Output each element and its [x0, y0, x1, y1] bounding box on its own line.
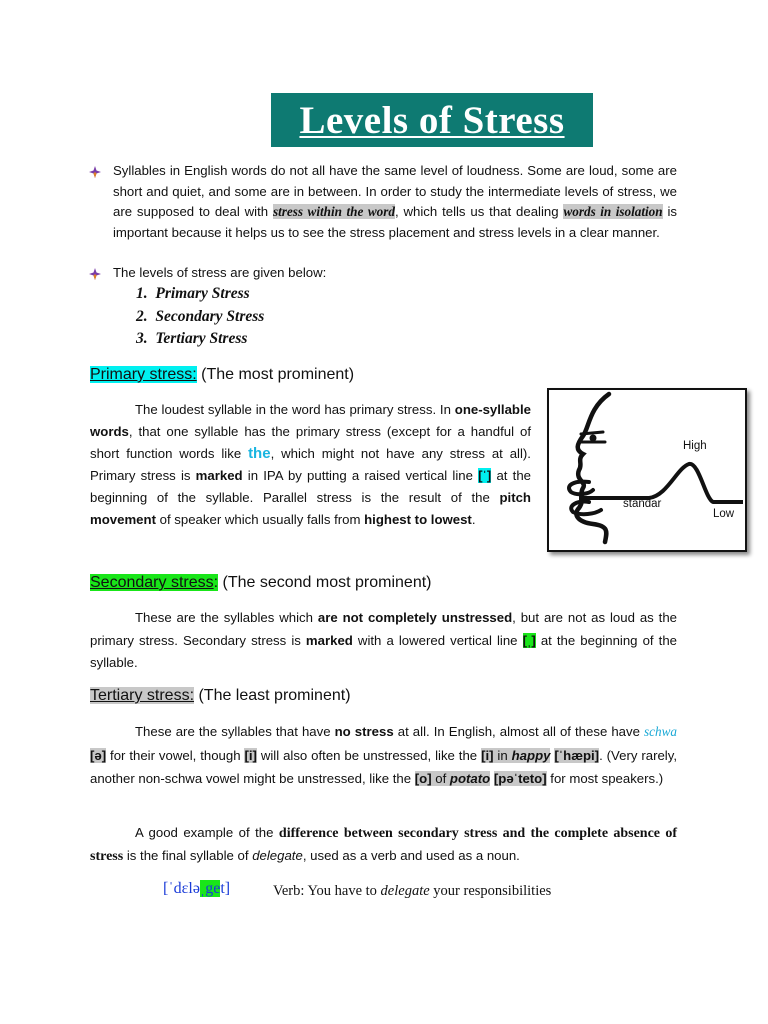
text: at the beginning of the syllable.	[90, 632, 677, 670]
primary-stress-heading	[90, 366, 354, 384]
text: . (Very rarely, another non-schwa vowel might be unstressed, like the	[90, 747, 678, 786]
bullet-icon	[89, 268, 101, 280]
secondary-stress-heading	[90, 574, 431, 592]
tertiary-stress-heading	[90, 687, 351, 705]
list-number: 3.	[136, 330, 148, 347]
potato-ipa: [pəˈteto]	[493, 771, 547, 786]
text: at all. In English, almost all of these have	[393, 724, 645, 739]
delegate-ipa	[163, 880, 230, 898]
levels-list	[136, 285, 264, 353]
pitch-movement-term: pitch movement	[90, 490, 531, 527]
the-word: the	[248, 445, 271, 462]
happy-ipa: [ˈhæpi]	[554, 747, 600, 763]
pitch-figure	[547, 388, 747, 552]
text: of speaker which usually falls from	[155, 512, 365, 527]
levels-intro: The levels of stress are given below:	[113, 265, 327, 280]
text: is the final syllable of	[123, 847, 253, 863]
schwa-term: schwa	[644, 724, 677, 739]
title-banner	[271, 93, 593, 147]
text: , but are not as loud as the primary stress. Secondary stress is	[90, 610, 677, 648]
text: with a lowered vertical line	[352, 632, 523, 648]
text: in	[493, 747, 512, 763]
ipa-part: t]	[220, 880, 231, 897]
o-symbol: [o]	[414, 771, 432, 786]
primary-stress-subheading: (The most prominent)	[196, 366, 355, 383]
verb-example	[273, 883, 551, 900]
secondary-stress-label: Secondary stress	[90, 574, 214, 591]
example-paragraph	[90, 822, 677, 867]
secondary-stress-mark: [ˌ]	[522, 632, 536, 648]
i-symbol: [i]	[244, 747, 257, 763]
text: , which might not have any stress at all). Primary stress is	[90, 446, 531, 483]
level-tertiary: Tertiary Stress	[155, 330, 248, 347]
secondary-colon: :	[213, 574, 219, 591]
stress-within-word-term: stress within the word	[272, 204, 395, 220]
intro-text: , which tells us that dealing	[394, 204, 564, 220]
text: .	[471, 512, 476, 527]
highest-to-lowest-term: highest to lowest	[364, 512, 472, 527]
bullet-icon	[89, 166, 101, 178]
intro-text: is important because it helps us to see the stress placement and stress levels in a clear manner.	[113, 204, 677, 240]
text: These are the syllables which	[135, 610, 318, 625]
face-profile-illustration	[549, 390, 745, 550]
standard-label: standar	[623, 498, 662, 510]
primary-stress-mark: [ˈ]	[478, 468, 492, 483]
potato-word: potato	[449, 771, 491, 786]
happy-word: happy	[511, 747, 551, 763]
high-label: High	[683, 440, 707, 452]
tertiary-stress-subheading: (The least prominent)	[194, 687, 351, 704]
text: The loudest syllable in the word has primary stress. In	[135, 402, 455, 417]
low-label: Low	[713, 508, 735, 520]
text: , that one syllable has the primary stress (except for a handful of short function words like	[90, 424, 531, 461]
delegate-word: delegate	[380, 883, 430, 899]
text: for their vowel, though	[106, 747, 245, 763]
text: A good example of the	[135, 825, 279, 840]
one-syllable-words-term: one-syllable words	[90, 402, 531, 439]
delegate-word: delegate	[252, 847, 303, 863]
difference-term: difference between secondary stress and the complete absence of stress	[90, 826, 677, 864]
page-title: Levels of Stress	[299, 98, 565, 142]
text: , used as a verb and used as a noun.	[302, 847, 520, 863]
intro-text: Syllables in English words do not all have the same level of loudness. Some are loud, some are short and quiet, and some are in between. In order to study the intermediate levels of stress, we are supposed to deal with	[113, 163, 677, 220]
marked-term: marked	[195, 468, 243, 483]
text: will also often be unstressed, like the	[256, 747, 482, 763]
level-secondary: Secondary Stress	[155, 307, 265, 325]
text: These are the syllables that have	[135, 724, 335, 739]
list-item	[136, 330, 264, 353]
text: your responsibilities	[429, 883, 552, 899]
marked-term: marked	[305, 632, 353, 648]
tertiary-stress-label: Tertiary stress:	[90, 687, 195, 704]
text: at the beginning of the syllable. Parallel stress is the result of the	[90, 468, 531, 505]
text: for most speakers.)	[546, 771, 664, 786]
list-number: 2.	[136, 307, 148, 325]
tertiary-stress-paragraph	[90, 720, 677, 791]
level-primary: Primary Stress	[155, 285, 250, 302]
words-in-isolation-term: words in isolation	[563, 204, 663, 220]
text: of	[431, 771, 450, 786]
secondary-stress-subheading: (The second most prominent)	[218, 574, 432, 591]
ipa-part: [ˈdɛlə	[163, 880, 200, 897]
primary-stress-label: Primary stress:	[90, 366, 197, 383]
text: Verb: You have to	[273, 883, 381, 899]
text: in IPA by putting a raised vertical line	[242, 468, 479, 483]
no-stress-term: no stress	[334, 724, 394, 739]
i-symbol: [i]	[481, 747, 494, 763]
primary-stress-paragraph	[90, 399, 531, 531]
list-item	[136, 308, 264, 331]
ipa-secondary-syllable: ˌge	[199, 880, 221, 897]
not-completely-unstressed-term: are not completely unstressed	[317, 610, 513, 625]
list-number: 1.	[136, 285, 148, 302]
list-item	[136, 285, 264, 308]
secondary-stress-paragraph	[90, 607, 677, 675]
intro-paragraph	[113, 161, 677, 243]
schwa-symbol: [ə]	[90, 747, 107, 763]
